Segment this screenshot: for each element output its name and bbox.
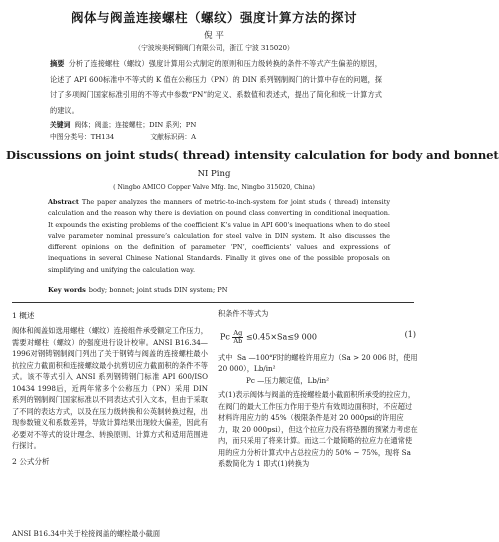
equation-number: (1) (404, 329, 416, 339)
formula-rest: ≤0.45×Sa≤9 000 (245, 332, 317, 341)
chinese-affiliation: （宁波埃美柯铜阀门有限公司，浙江 宁波 315020） (134, 44, 294, 52)
chinese-abstract-text: 分析了连接螺柱（螺纹）强度计算用公式制定的原则和压力级转换的条件不等式产生偏差的原因，论述了 API 600标准中不等式的 K 值在公称压力（PN）的 DIN 系列钢制阀门的计算中存在的问题，探讨了多项阀门国家标准引用的不等式中参数“PN”的定义、系数值和表述式，提出了简化和统一计算方式的建议。 (50, 59, 382, 115)
sa-definition: Sa —100℉时的螺栓许用应力（Sa > 20 006 时，使用 20 000），Lb/in² (218, 352, 418, 373)
where-pc: Pc —压力额定值，Lb/in² (246, 375, 330, 385)
english-keywords (48, 286, 390, 294)
section-2-text-start: ANSI B16.34中关于栓接阀盖的螺栓最小截面 (12, 529, 161, 538)
formula-1 (218, 326, 418, 348)
chinese-author: 倪 平 (204, 31, 224, 41)
fraction-denominator: Ab (233, 336, 243, 345)
chinese-title: 阀体与阀盖连接螺柱（螺纹）强度计算方法的探讨 (70, 10, 357, 25)
english-abstract-label: Abstract (48, 198, 79, 206)
chinese-keywords-label: 关键词 (50, 121, 71, 129)
chinese-abstract-label: 摘要 (50, 59, 65, 68)
english-abstract-text: The paper analyzes the manners of metric-to-inch-system for joint studs ( thread) intensity calculation and the reason why there is deviation on pound class converting in conditional inequation. It expounds the existing problems of the coefficient K’s value in API 600’s inequations when to do steel valve parameter nominal pressure’s calculation for steel valve in DIN system. It also discusses the different opinions on the definition of parameter ‘PN’, coefficients’ values and expressions of inequations in several Chinese National Standards. Finally it gives one of the possible proposals on simplifying and unifying the calculation way. (48, 198, 390, 274)
english-keywords-text: body; bonnet; joint studs DIN system; PN (88, 286, 228, 294)
where-sa (218, 352, 418, 375)
chinese-keywords (50, 119, 390, 129)
formula-explanation: 式(1)表示阀体与阀盖的连接螺栓最小截面积所承受的拉应力，在阀门的最大工作压力作用于垫片有效周边面积时，不应超过材料许用应力的 45%（极限条件是对 20 000psi的许用应力，取 20 000psi），但这个拉应力没有将垫圈的预紧力考虑在内，而只采用了将来计算。而这二个最简略的拉应力在通常使用的应力分析计算式中占总拉应力的 50% ~ 75%，现将 Sa 系数简化为 1 即式(1)转换为 (218, 390, 418, 468)
section-1-text: 阀体和阀盖如选用螺柱（螺纹）连接组件承受额定工作压力，需要对螺柱（螺纹）的强度进行设计校审。ANSI B16.34—1996对钢铸钢制阀门列出了关于钢铸与阀盖的连接螺柱最小抗拉应力截面积和连接螺纹最小抗剪切应力截面积的条件不等式。该不等式引入 ANSI 系列钢铸钢门标准 API 600/ISO 10434 1998后，近两年常多个公称压力（PN）采用 DIN 系列的钢制阀门国家标准以不同表达式引入文本，但由于采取了不同的表达方式，以及在压力级转换和公英制转换过程，出现参数镜义和系数差异，导致计算结果出现较大偏差，因此有必要对不等式的设计理念、转换原则、计算方式和适用范围进行探讨。 (12, 326, 208, 450)
clc-number: 中图分类号：TH134 (50, 133, 115, 141)
document-code: 文献标识码：A (150, 133, 197, 141)
section-1-heading: 1 概述 (12, 311, 35, 320)
english-author: NI Ping (197, 169, 231, 179)
english-abstract (48, 197, 390, 276)
formula-lhs: Pc (220, 332, 230, 341)
chinese-keywords-text: 阀体；阀盖；连接螺柱；DIN 系列；PN (74, 121, 197, 129)
formula-fraction (232, 330, 243, 345)
inequation-intro: 积条件不等式为 (218, 309, 269, 318)
english-affiliation: ( Ningbo AMICO Copper Valve Mfg. Inc, Ningbo 315020, China) (113, 184, 315, 191)
classification-line (50, 131, 390, 141)
chinese-abstract (50, 56, 382, 118)
right-column (218, 308, 418, 470)
english-keywords-label: Key words (48, 286, 86, 294)
fraction-numerator: Ag (233, 328, 243, 337)
section-2-heading: 2 公式分析 (12, 456, 50, 466)
formula-expression (220, 330, 317, 345)
english-title: Discussions on joint studs( thread) intensity calculation for body and bonnet (6, 148, 499, 162)
left-column (12, 308, 208, 471)
section-divider (12, 302, 414, 303)
where-label: 式中 (218, 352, 233, 362)
